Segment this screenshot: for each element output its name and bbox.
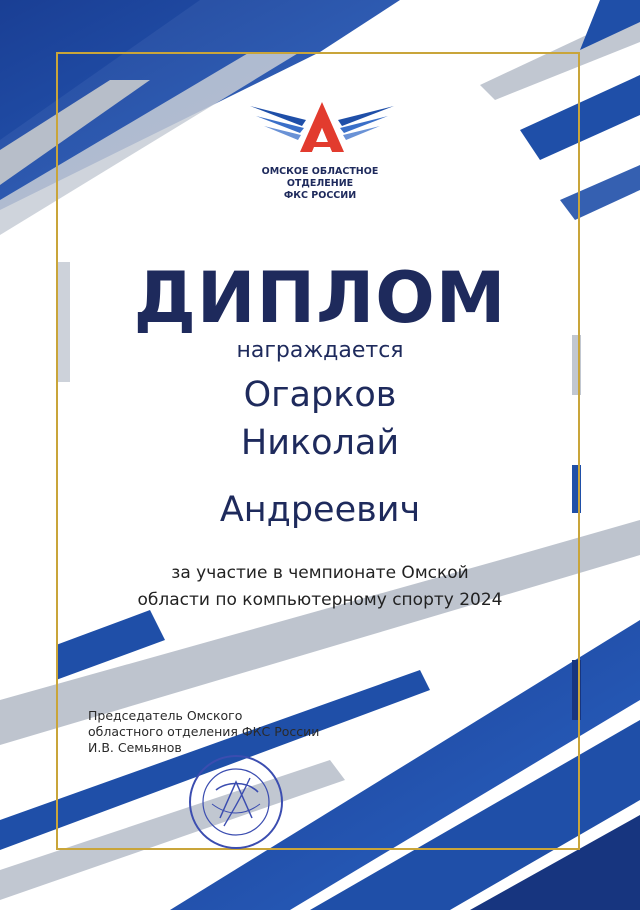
- signatory-title-line-2: областного отделения ФКС России: [88, 724, 320, 739]
- signatory-block: [88, 708, 368, 756]
- recipient-surname: Огарков: [243, 375, 397, 415]
- award-reason-line-2: области по компьютерному спорту 2024: [137, 590, 503, 610]
- award-reason-line-1: за участие в чемпионате Омской: [171, 563, 469, 583]
- organization-name: [230, 166, 410, 202]
- awarded-text: награждается: [236, 338, 404, 363]
- organization-line-3: ФКС РОССИИ: [283, 190, 357, 201]
- recipient-first-name: Николай: [240, 423, 400, 463]
- signatory-name: И.В. Семьянов: [88, 740, 182, 755]
- organization-logo-icon: [246, 98, 398, 162]
- diploma-title: ДИПЛОМ: [133, 257, 507, 339]
- official-stamp-icon: [186, 752, 286, 852]
- signatory-title-line-1: Председатель Омского: [88, 708, 243, 723]
- award-reason: [100, 560, 540, 614]
- organization-line-2: ОТДЕЛЕНИЕ: [286, 178, 354, 189]
- recipient-patronymic: Андреевич: [219, 490, 421, 530]
- organization-line-1: ОМСКОЕ ОБЛАСТНОЕ: [261, 166, 379, 177]
